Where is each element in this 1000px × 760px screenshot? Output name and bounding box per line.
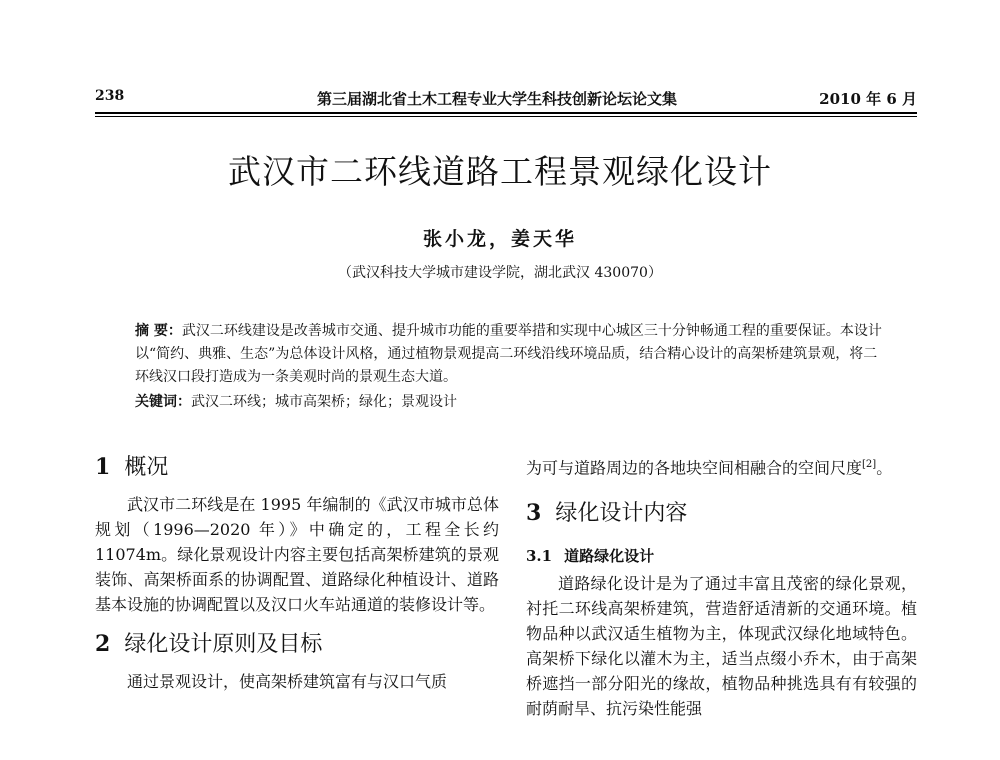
page-number: 238	[95, 88, 125, 104]
subsection-3-1-heading	[526, 544, 917, 569]
section-2-title: 绿化设计原则及目标	[124, 632, 323, 657]
section-2-number: 2	[95, 631, 111, 657]
section-1-heading	[95, 452, 499, 492]
keywords-text: 武汉二环线；城市高架桥；绿化；景观设计	[191, 394, 457, 410]
section-2-heading	[95, 629, 499, 669]
section-1-title: 概况	[124, 455, 169, 480]
paper-title: 武汉市二环线道路工程景观绿化设计	[228, 152, 772, 191]
abstract	[135, 320, 887, 389]
running-header	[95, 88, 917, 110]
publication-date: 2010 年 6 月	[819, 90, 917, 108]
left-column	[95, 452, 499, 706]
section-2-paragraph: 通过景观设计，使高架桥建筑富有与汉口气质	[127, 672, 448, 691]
section-3-number: 3	[526, 500, 542, 527]
keywords	[135, 391, 887, 414]
section-2-continuation	[526, 452, 917, 480]
section-3-heading	[526, 498, 917, 538]
subsection-3-1-paragraph: 道路绿化设计是为了通过丰富且茂密的绿化景观，衬托二环线高架桥建筑，营造舒适清新的交通环境。植物品种以武汉适生植物为主，体现武汉绿化地域特色。高架桥下绿化以灌木为主，适当点缀小乔木，由于高架桥遮挡一部分阳光的缘故，植物品种挑选具有有较强的耐荫耐旱、抗污染性能强	[526, 574, 917, 719]
keywords-label: 关键词：	[135, 394, 191, 410]
header-rule	[95, 112, 917, 114]
right-column	[526, 452, 917, 733]
subsection-3-1-number: 3.1	[526, 547, 553, 566]
header-rule-thin	[95, 116, 917, 117]
citation-ref: [2]	[862, 459, 877, 470]
author-affiliation: （武汉科技大学城市建设学院，湖北武汉 430070）	[338, 265, 662, 281]
conference-name: 第三届湖北省土木工程专业大学生科技创新论坛论文集	[317, 90, 678, 108]
paper-authors: 张小龙，姜天华	[422, 228, 577, 250]
section-1-number: 1	[95, 454, 111, 480]
abstract-text: 武汉二环线建设是改善城市交通、提升城市功能的重要举措和实现中心城区三十分钟畅通工程的重要保证。本设计以“简约、典雅、生态”为总体设计风格，通过植物景观提高二环线沿线环境品质，结合精心设计的高架桥建筑景观，将二环线汉口段打造成为一条美观时尚的景观生态大道。	[135, 323, 882, 385]
section-1-paragraph: 武汉市二环线是在 1995 年编制的《武汉市城市总体规划（1996—2020 年）》中确定的，工程全长约 11074m。绿化景观设计内容主要包括高架桥建筑的景观装饰、高架桥面系的协调配置、道路绿化种植设计、道路基本设施的协调配置以及汉口火车站通道的装修设计等。	[95, 495, 499, 614]
continuation-text: 为可与道路周边的各地块空间相融合的空间尺度	[526, 458, 863, 478]
subsection-3-1-title: 道路绿化设计	[564, 547, 655, 566]
section-3-title: 绿化设计内容	[555, 501, 688, 527]
continuation-end: 。	[876, 458, 893, 478]
abstract-label: 摘 要：	[135, 323, 182, 339]
abstract-block	[135, 320, 887, 414]
